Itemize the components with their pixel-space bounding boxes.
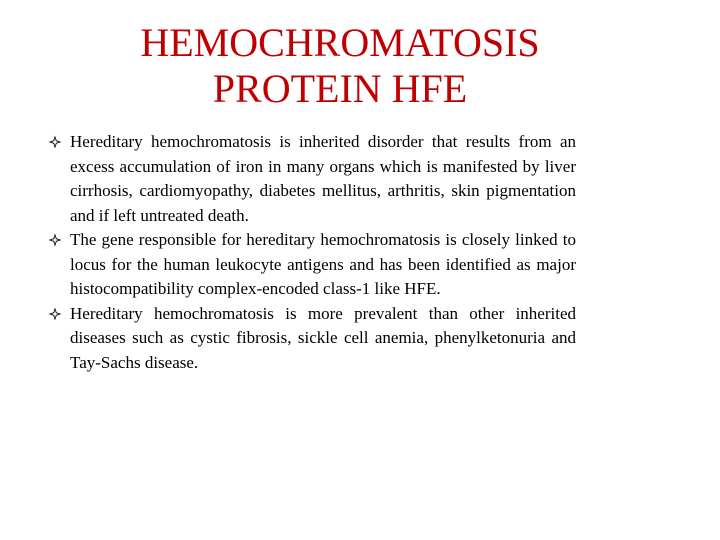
bullet-text: Hereditary hemochromatosis is inherited disorder that results from an excess accumulation of iron in many organs which is manifested by liver cirrhosis, cardiomyopathy, diabetes mellitus, arthritis, skin pigmentation and if left untreated death. bbox=[70, 132, 576, 225]
bullet-list bbox=[48, 130, 576, 375]
bullet-text: The gene responsible for hereditary hemochromatosis is closely linked to locus for the human leukocyte antigens and has been identified as major histocompatibility complex-encoded class-1 like HFE. bbox=[70, 230, 576, 298]
title-line-1: HEMOCHROMATOSIS bbox=[140, 20, 540, 65]
bullet-item bbox=[48, 302, 576, 376]
bullet-item bbox=[48, 228, 576, 302]
slide-title bbox=[60, 20, 620, 112]
diamond-bullet-icon bbox=[48, 130, 64, 154]
bullet-item bbox=[48, 130, 576, 228]
diamond-bullet-icon bbox=[48, 228, 64, 252]
bullet-text: Hereditary hemochromatosis is more prevalent than other inherited diseases such as cystic fibrosis, sickle cell anemia, phenylketonuria and Tay-Sachs disease. bbox=[70, 303, 576, 372]
title-line-2: PROTEIN HFE bbox=[212, 66, 468, 111]
diamond-bullet-icon bbox=[48, 302, 64, 326]
